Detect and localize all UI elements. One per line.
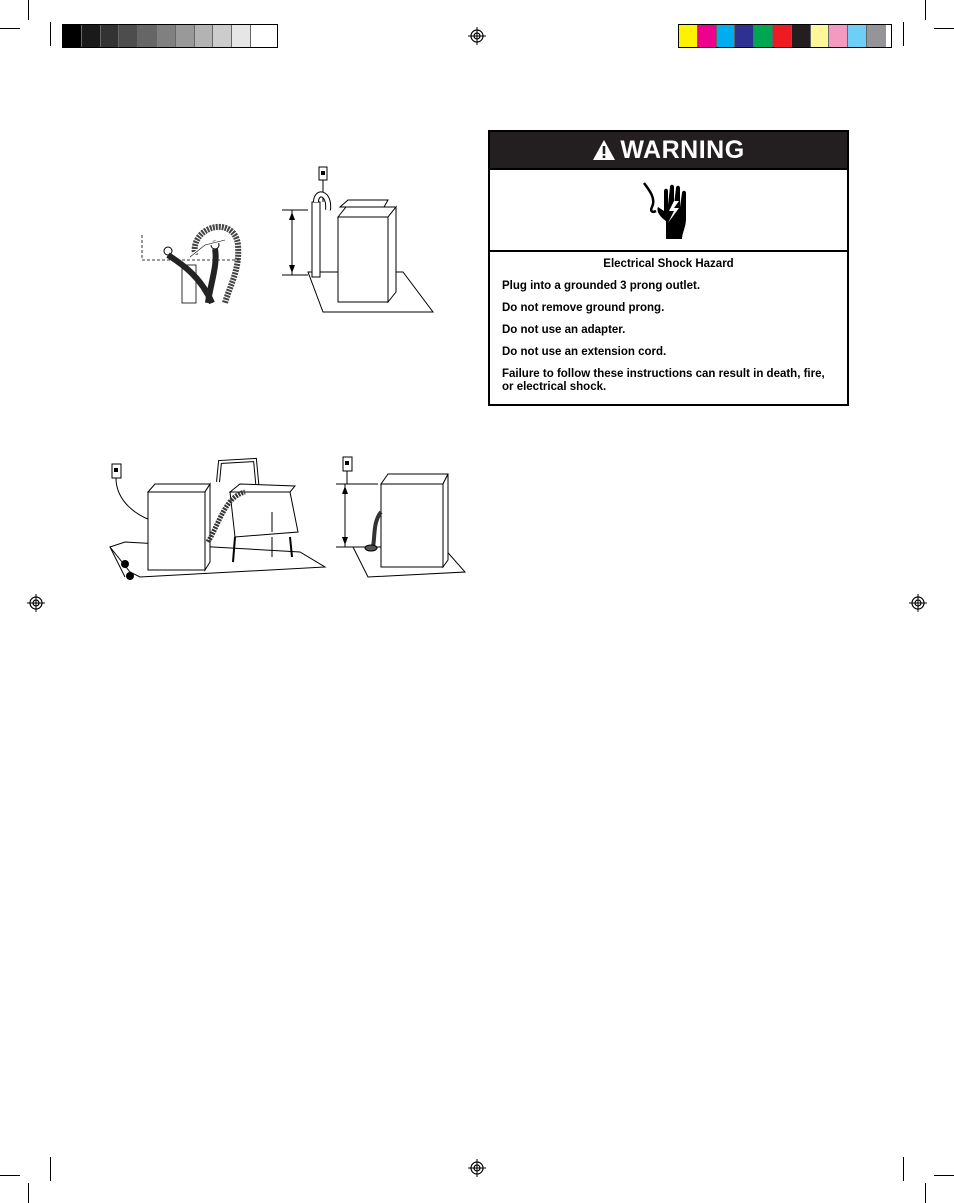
warning-line: Plug into a grounded 3 prong outlet.: [502, 280, 701, 292]
color-swatch: [195, 25, 214, 47]
warning-box: [488, 130, 849, 406]
crop-mark: [925, 0, 926, 20]
crop-mark: [903, 1157, 904, 1181]
registration-mark-icon: [468, 1159, 486, 1177]
crop-mark: [0, 1175, 20, 1176]
color-swatch: [119, 25, 138, 47]
warning-line: Failure to follow these instructions can result in death, fire, or electrical shock.: [502, 368, 825, 393]
color-swatch: [773, 25, 792, 47]
electrical-shock-hand-icon: [638, 179, 700, 241]
crop-mark: [903, 22, 904, 46]
registration-mark-icon: [909, 594, 927, 612]
warning-triangle-icon: [592, 139, 616, 161]
color-swatch: [848, 25, 867, 47]
crop-mark: [28, 1183, 29, 1203]
warning-header: [490, 132, 847, 170]
washer-laundry-tub-drain-illustration: [100, 452, 330, 587]
registration-mark-icon: [27, 594, 45, 612]
color-swatch: [157, 25, 176, 47]
color-swatch: [251, 25, 270, 47]
washer-standpipe-drain-illustration: [278, 162, 438, 317]
warning-icon-area: [490, 170, 847, 252]
crop-mark: [934, 28, 954, 29]
color-swatch: [811, 25, 830, 47]
color-swatch: [101, 25, 120, 47]
color-swatch: [717, 25, 736, 47]
color-swatch: [232, 25, 251, 47]
color-swatch: [754, 25, 773, 47]
crop-mark: [0, 28, 20, 29]
crop-mark: [50, 22, 51, 46]
color-swatch: [213, 25, 232, 47]
process-color-bar: [678, 24, 892, 48]
color-swatch: [138, 25, 157, 47]
warning-line: Do not use an extension cord.: [502, 346, 667, 358]
warning-title: WARNING: [620, 135, 745, 164]
warning-line: Do not use an adapter.: [502, 324, 626, 336]
color-swatch: [867, 25, 886, 47]
color-swatch: [792, 25, 811, 47]
crop-mark: [50, 1157, 51, 1181]
crop-mark: [925, 1183, 926, 1203]
color-swatch: [176, 25, 195, 47]
color-swatch: [735, 25, 754, 47]
crop-mark: [28, 0, 29, 20]
crop-mark: [934, 1175, 954, 1176]
hazard-title: Electrical Shock Hazard: [603, 258, 734, 270]
grayscale-color-bar: [62, 24, 278, 48]
warning-body: [490, 252, 847, 394]
color-swatch: [82, 25, 101, 47]
color-swatch: [829, 25, 848, 47]
registration-mark-icon: [468, 27, 486, 45]
color-swatch: [698, 25, 717, 47]
washer-floor-drain-illustration: [333, 452, 468, 582]
warning-line: Do not remove ground prong.: [502, 302, 665, 314]
washer-hoses-faucets-illustration: [130, 215, 250, 315]
color-swatch: [679, 25, 698, 47]
color-swatch: [63, 25, 82, 47]
